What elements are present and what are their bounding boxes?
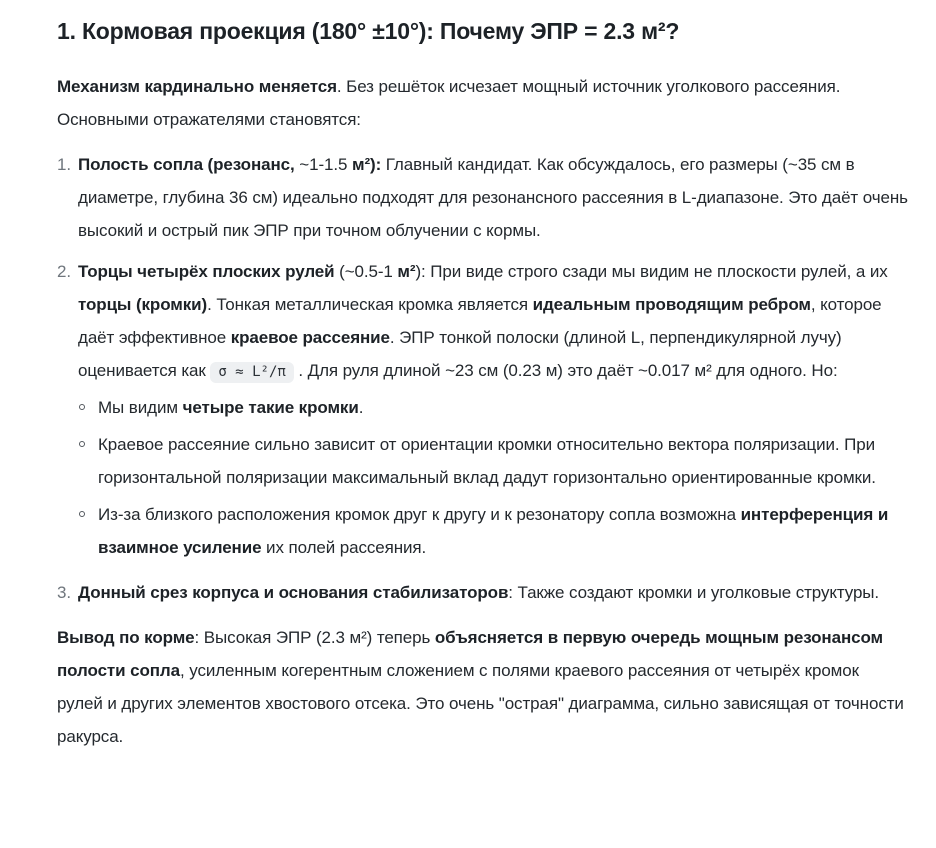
- bold-text: Донный срез корпуса и основания стабилизаторов: [78, 583, 509, 602]
- bullet-item-text: [98, 498, 908, 564]
- text-run: . Для руля длиной ~23 см (0.23 м) это даёт ~0.017 м² для одного. Но:: [293, 361, 838, 380]
- text-run: , которое даёт эффективное: [78, 295, 882, 347]
- list-item-nozzle-cavity: [57, 148, 908, 247]
- intro-paragraph: [57, 70, 908, 136]
- text-run: Краевое рассеяние сильно зависит от ориентации кромки относительно вектора поляризации. При горизонтальной поляризации максимальный вклад дадут горизонтально ориентированные кромки.: [98, 435, 876, 487]
- bullet-list: [78, 391, 908, 564]
- circle-bullet-icon: [78, 391, 98, 424]
- text-run: (~0.5-1: [334, 262, 398, 281]
- text-run: . ЭПР тонкой полоски (длиной L, перпендикулярной лучу) оценивается как: [78, 328, 842, 380]
- text-run: : Высокая ЭПР (2.3 м²) теперь: [194, 628, 435, 647]
- list-item-content: [78, 148, 908, 247]
- bold-text: идеальным проводящим ребром: [532, 295, 811, 314]
- text-run: , усиленным когерентным сложением с полями краевого рассеяния от четырёх кромок рулей и других элементов хвостового отсека. Это очень "острая" диаграмма, сильно зависящая от точности ракурса.: [57, 661, 904, 746]
- bold-text: интерференция и взаимное усиление: [98, 505, 889, 557]
- page-title: [57, 16, 908, 46]
- text-run: их полей рассеяния.: [261, 538, 427, 557]
- list-item-text: [78, 255, 908, 389]
- text-run: ): При виде строго сзади мы видим не плоскости рулей, а их: [415, 262, 888, 281]
- bold-text: Полость сопла (резонанс,: [78, 155, 300, 174]
- text-run: ~1-1.5: [299, 155, 352, 174]
- text-run: . Без решёток исчезает мощный источник уголкового рассеяния. Основными отражателями становятся:: [57, 77, 841, 129]
- bold-text: м²: [397, 262, 416, 281]
- list-number: 2.: [57, 262, 71, 281]
- bold-text: Вывод по корме: [57, 628, 195, 647]
- circle-bullet-icon: [78, 498, 98, 564]
- text-run: Из-за близкого расположения кромок друг к другу и к резонатору сопла возможна: [98, 505, 741, 524]
- text-run: .: [358, 398, 364, 417]
- bullet-item-polarization: [78, 428, 908, 494]
- list-number: 1.: [57, 155, 71, 174]
- bold-text: Торцы четырёх плоских рулей: [78, 262, 335, 281]
- list-item-base-cut: [57, 576, 908, 609]
- conclusion-paragraph: [57, 621, 908, 753]
- bullet-item-interference: [78, 498, 908, 564]
- text-run: . Тонкая металлическая кромка является: [207, 295, 533, 314]
- bold-text: четыре такие кромки: [182, 398, 359, 417]
- bold-text: Механизм кардинально меняется: [57, 77, 337, 96]
- numbered-list: [57, 148, 908, 609]
- bold-text: торцы (кромки): [78, 295, 208, 314]
- circle-bullet-icon: [78, 428, 98, 494]
- list-item-content: [78, 576, 908, 609]
- bold-text: м²):: [351, 155, 382, 174]
- bullet-item-text: [98, 391, 908, 424]
- list-item-rudder-edges: [57, 255, 908, 568]
- bold-text: объясняется в первую очередь мощным резонансом полости сопла: [57, 628, 884, 680]
- bullet-item-text: [98, 428, 908, 494]
- bold-text: 1. Кормовая проекция (180° ±10°): Почему ЭПР = 2.3 м²?: [57, 18, 680, 44]
- list-number: 3.: [57, 583, 71, 602]
- list-item-content: [78, 255, 908, 568]
- bold-text: краевое рассеяние: [230, 328, 390, 347]
- inline-code: σ ≈ L²/π: [210, 362, 293, 383]
- text-run: : Также создают кромки и уголковые структуры.: [508, 583, 880, 602]
- text-run: Главный кандидат. Как обсуждалось, его размеры (~35 см в диаметре, глубина 36 см) идеально подходят для резонансного рассеяния в L-диапазоне. Это даёт очень высокий и острый пик ЭПР при точном облучении с кормы.: [78, 155, 908, 240]
- text-run: Мы видим: [98, 398, 183, 417]
- bullet-item-four-edges: [78, 391, 908, 424]
